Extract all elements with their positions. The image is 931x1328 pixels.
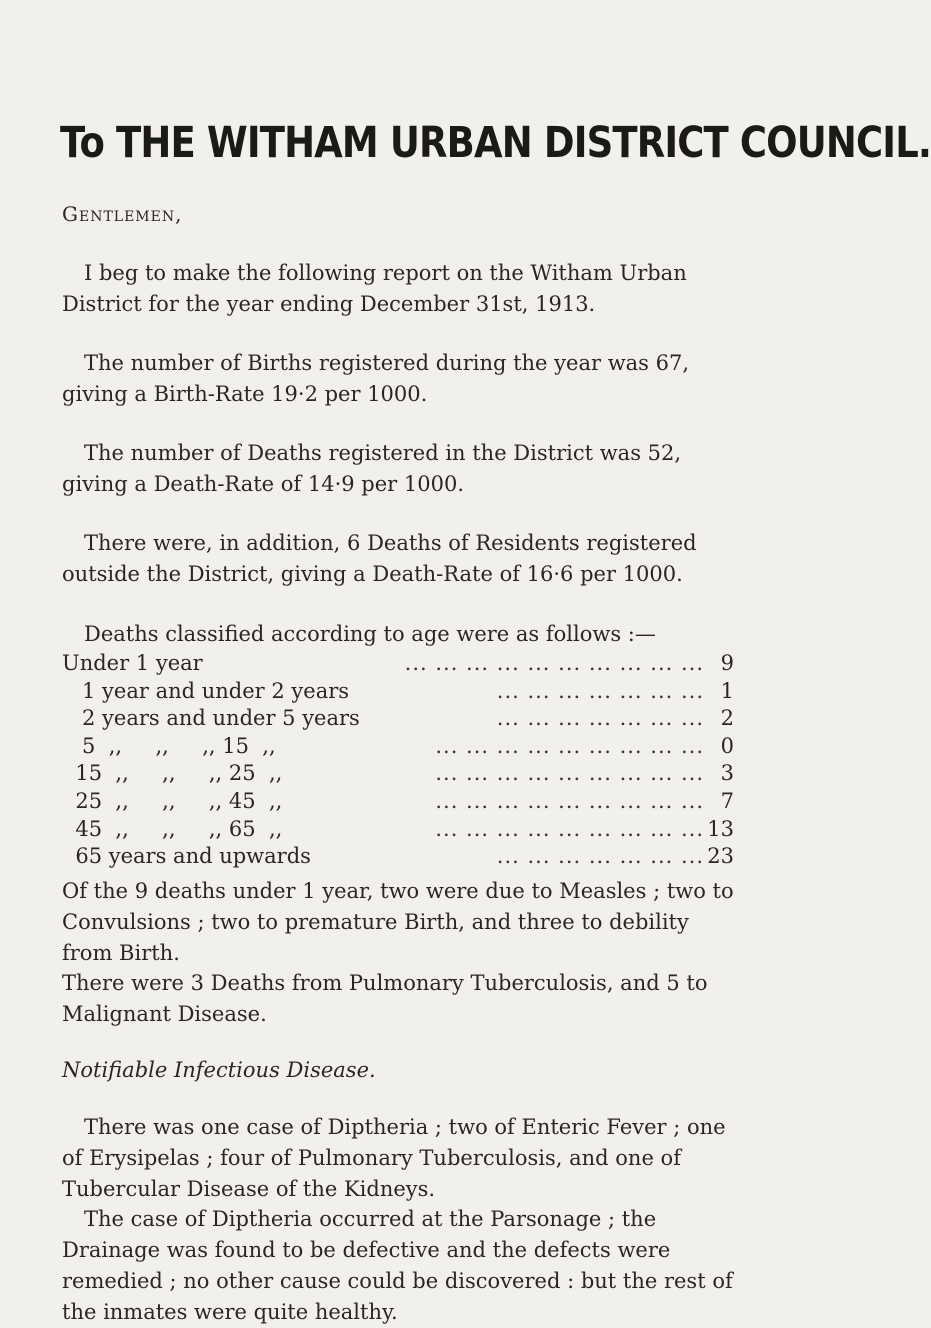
age-label: 25 ,, ,, ,, 45 ,, [62, 788, 288, 816]
report-intro-paragraph: I beg to make the following report on the Witham Urban District for the year ending December 31st, 1913. [62, 261, 687, 316]
age-value: 7 [720, 788, 734, 813]
age-value: 3 [720, 761, 734, 786]
leader-dots: ... ... ... ... ... ... ... ... ... [435, 816, 704, 841]
table-row [62, 733, 734, 761]
age-value: 13 [707, 816, 734, 841]
table-row [62, 705, 734, 733]
age-label: 5 ,, ,, ,, 15 ,, [62, 733, 282, 761]
leader-dots: ... ... ... ... ... ... ... [496, 678, 704, 703]
table-row [62, 760, 734, 788]
leader-dots: ... ... ... ... ... ... ... ... ... [435, 733, 704, 758]
age-label: 65 years and upwards [62, 843, 317, 871]
infectious-cases-paragraph: There was one case of Diptheria ; two of Enteric Fever ; one of Erysipelas ; four of Pulmonary Tuberculosis, and one of Tubercular Disease of the Kidneys. [62, 1115, 726, 1201]
infant-deaths-paragraph: Of the 9 deaths under 1 year, two were due to Measles ; two to Convulsions ; two to premature Birth, and three to debility from Birth. [62, 879, 734, 965]
births-paragraph: The number of Births registered during the year was 67, giving a Birth-Rate 19·2 per 1000. [62, 351, 690, 406]
leader-dots: ... ... ... ... ... ... ... [496, 706, 704, 731]
outside-deaths-paragraph: There were, in addition, 6 Deaths of Residents registered outside the District, giving a Death-Rate of 16·6 per 1000. [62, 531, 697, 586]
age-value: 23 [707, 844, 734, 869]
age-label: 2 years and under 5 years [62, 705, 366, 733]
age-table-intro: Deaths classified according to age were as follows :— [84, 622, 656, 646]
deaths-by-age-table [62, 650, 734, 871]
table-row [62, 816, 734, 844]
age-label: 15 ,, ,, ,, 25 ,, [62, 760, 288, 788]
age-value: 1 [720, 678, 734, 703]
age-label: 45 ,, ,, ,, 65 ,, [62, 816, 288, 844]
page-heading: To THE WITHAM URBAN DISTRICT COUNCIL. [60, 118, 931, 168]
diptheria-case-paragraph: The case of Diptheria occurred at the Parsonage ; the Drainage was found to be defective and the defects were remedied ; no other cause could be discovered : but the rest of the inmates were quite healthy. [62, 1207, 733, 1324]
age-value: 2 [720, 706, 734, 731]
salutation: Gentlemen, [62, 202, 183, 226]
age-value: 9 [720, 651, 734, 675]
table-row [62, 678, 734, 706]
leader-dots: ... ... ... ... ... ... ... [496, 844, 704, 869]
table-row [62, 843, 734, 871]
age-label: 1 year and under 2 years [62, 678, 355, 706]
table-row [62, 650, 734, 678]
leader-dots: ... ... ... ... ... ... ... ... ... [435, 761, 704, 786]
deaths-paragraph: The number of Deaths registered in the District was 52, giving a Death-Rate of 14·9 per 1000. [62, 441, 682, 496]
tuberculosis-paragraph: There were 3 Deaths from Pulmonary Tuberculosis, and 5 to Malignant Disease. [62, 971, 708, 1026]
leader-dots: ... ... ... ... ... ... ... ... ... [435, 788, 704, 813]
leader-dots: ... ... ... ... ... ... ... ... ... ... [404, 651, 704, 675]
section-title: Notifiable Infectious Disease. [62, 1058, 376, 1082]
age-value: 0 [720, 733, 734, 758]
age-label: Under 1 year [62, 650, 209, 678]
table-row [62, 788, 734, 816]
